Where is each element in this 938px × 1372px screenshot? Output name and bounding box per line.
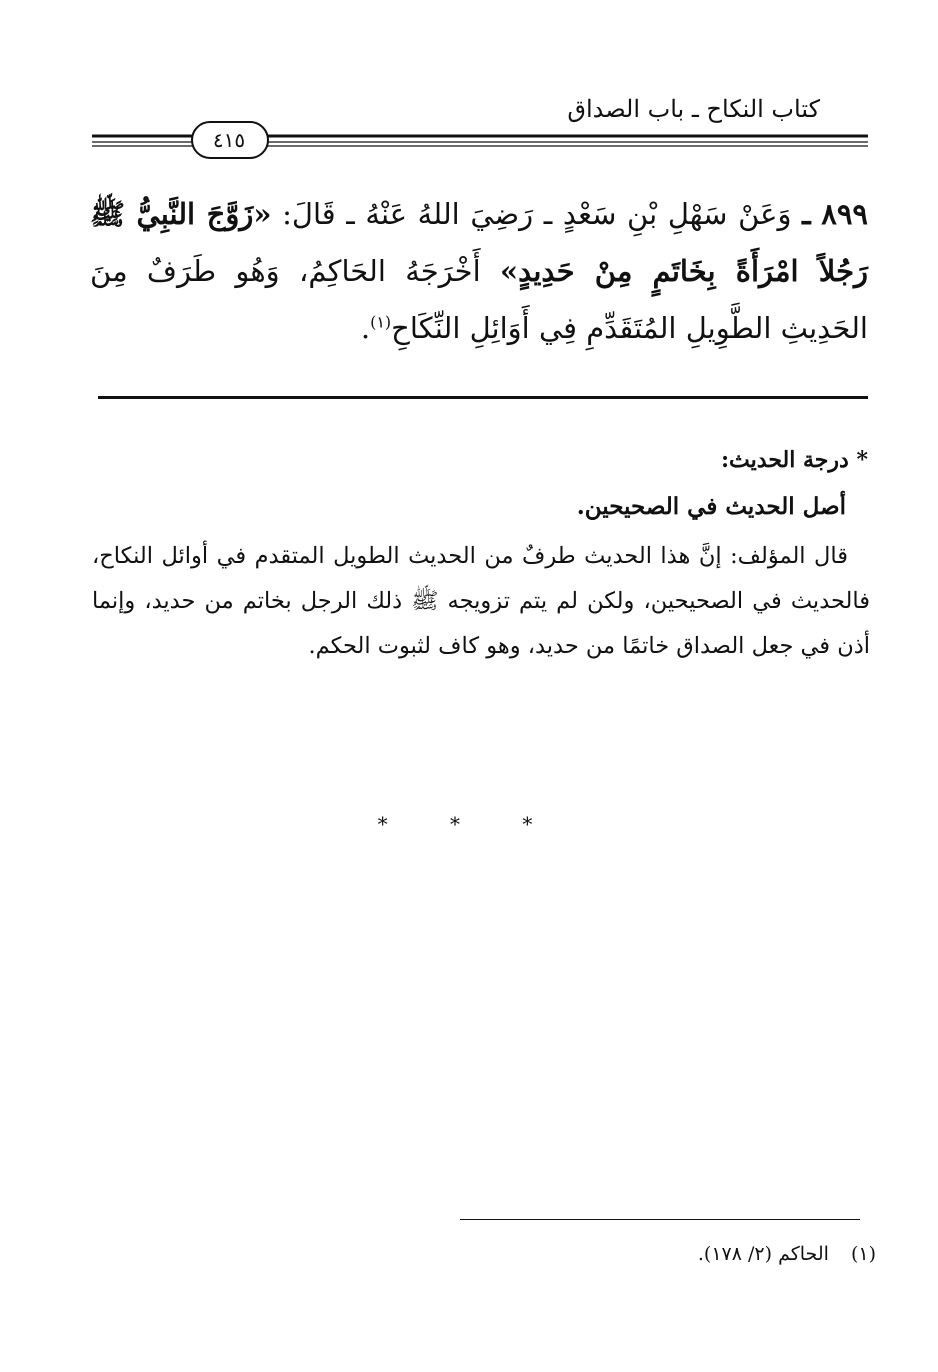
page-header-title: كتاب النكاح ـ باب الصداق	[567, 95, 820, 123]
grade-text: أصل الحديث في الصحيحين.	[576, 493, 846, 520]
hadith-quote: «زَوَّجَ النَّبِيُّ ﷺ رَجُلاً امْرَأَةً بِخَاتَمٍ مِنْ حَدِيدٍ»	[90, 197, 869, 288]
footnote-mark: (١)	[850, 1243, 876, 1265]
hadith-dash: ـ	[802, 197, 811, 231]
section-divider: * * *	[377, 812, 561, 836]
section-rule	[98, 396, 868, 399]
hadith-text	[90, 186, 868, 357]
footnote-rule	[460, 1219, 860, 1220]
grade-heading: * درجة الحديث:	[720, 447, 868, 473]
footnote-text: الحاكم (٢/ ١٧٨).	[697, 1243, 829, 1265]
hadith-intro: وَعَنْ سَهْلِ بْنِ سَعْدٍ ـ رَضِيَ اللهُ عَنْهُ ـ قَالَ:	[282, 197, 792, 231]
footnote	[96, 1240, 876, 1268]
hadith-number: ٨٩٩	[821, 197, 868, 231]
hadith-end: .	[360, 311, 371, 345]
hadith-rest: أَخْرَجَهُ الحَاكِمُ، وَهُو طَرَفٌ مِنَ الحَدِيثِ الطَّوِيلِ المُتَقَدِّمِ فِي أَوَائِلِ النِّكَاحِ	[90, 254, 868, 345]
commentary-body: قال المؤلف: إنَّ هذا الحديث طرفٌ من الحديث الطويل المتقدم في أوائل النكاح، فالحديث في الصحيحين، ولكن لم يتم تزويجه ﷺ ذلك الرجل بخاتم من حديد، وإنما أذن في جعل الصداق خاتمًا من حديد، وهو كاف لثبوت الحكم.	[92, 543, 870, 659]
page-number: ٤١٥	[212, 128, 246, 152]
commentary-text	[92, 534, 870, 669]
footnote-reference: (١)	[370, 312, 392, 332]
